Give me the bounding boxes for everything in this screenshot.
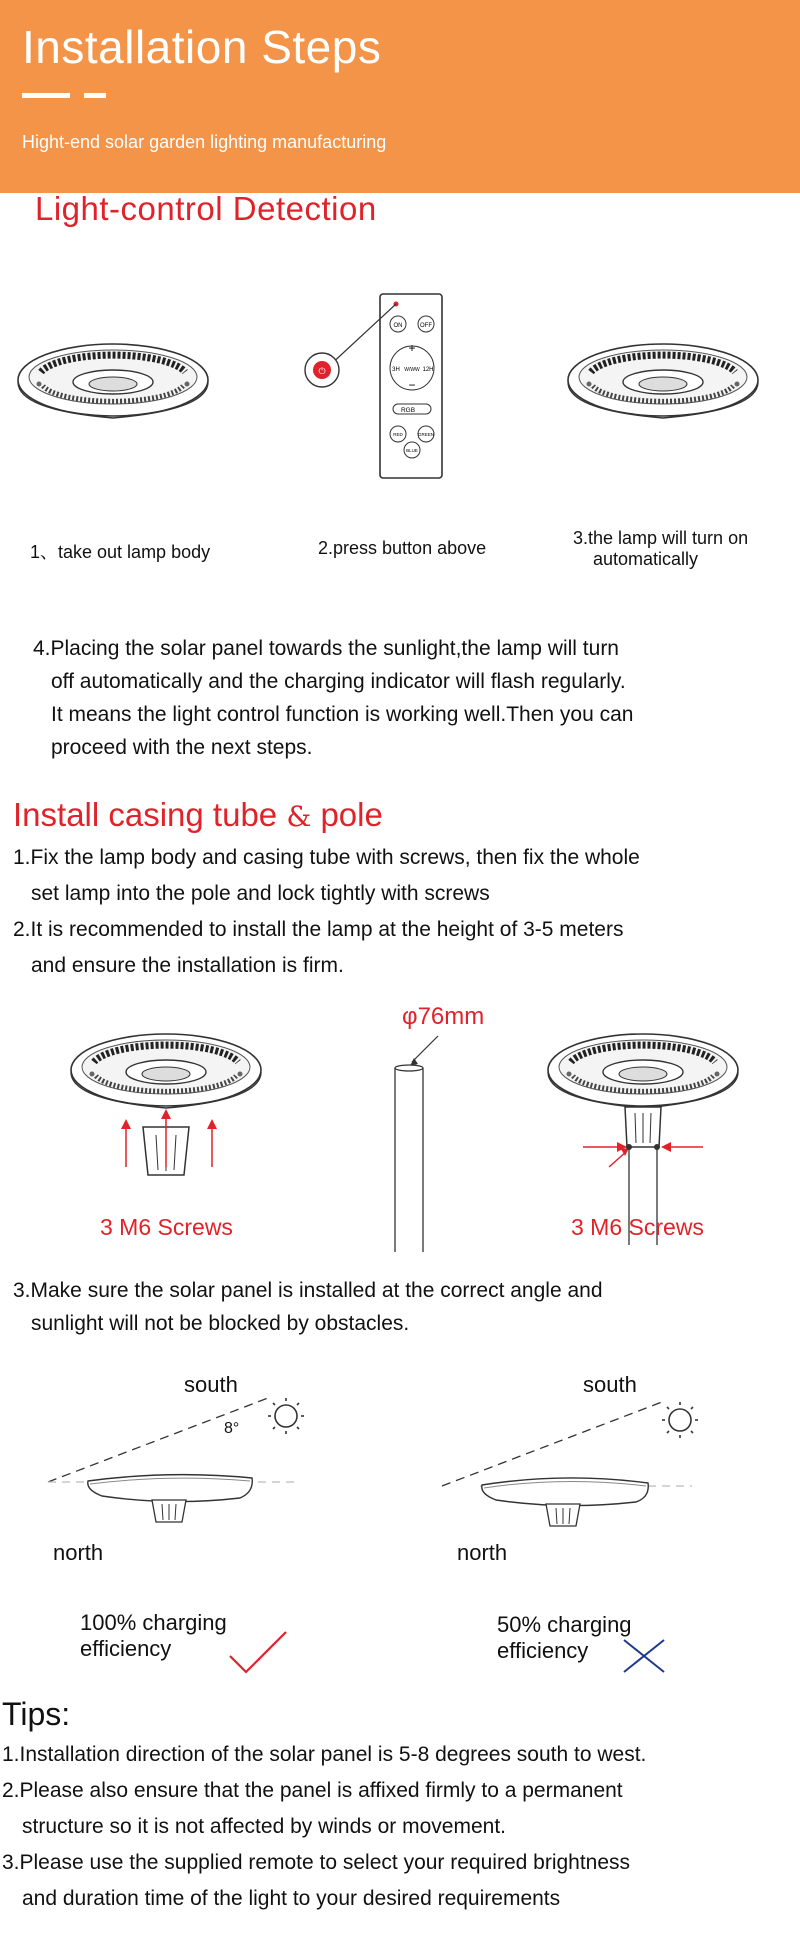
pole-diameter-label: φ76mm [402, 1003, 485, 1030]
page-title: Installation Steps [22, 21, 382, 73]
remote-3h-label: 3H [392, 367, 400, 373]
step-3-caption-cont: automatically [593, 549, 699, 569]
lamp-with-casing-illustration [48, 1015, 288, 1185]
tip-line-2: 2.Please also ensure that the panel is affixed firmly to a permanent [2, 1779, 623, 1802]
right-angle-diagram [440, 1380, 720, 1580]
tip-line-3: structure so it is not affected by winds or movement. [22, 1815, 506, 1838]
check-mark-icon [228, 1628, 288, 1676]
remote-control-illustration [300, 292, 450, 482]
svg-text:−: − [408, 378, 416, 392]
step-1-caption: 1、take out lamp body [30, 542, 211, 562]
install-line-3: 2.It is recommended to install the lamp at the height of 3-5 meters [13, 918, 624, 941]
install-title-part2: pole [320, 796, 383, 833]
light-control-title: Light-control Detection [35, 190, 377, 227]
step-3-caption: 3.the lamp will turn on [573, 528, 749, 548]
install-line-2: set lamp into the pole and lock tightly with screws [31, 882, 490, 905]
remote-rgb-label: RGB [400, 407, 416, 414]
header-accent-bar [22, 93, 70, 98]
header-subtitle: Hight-end solar garden lighting manufacturing [22, 132, 387, 152]
remote-12h-label: 12H [422, 367, 434, 373]
step-4-line-2: off automatically and the charging indicator will flash regularly. [51, 670, 626, 693]
right-south-label: south [583, 1372, 637, 1397]
tip-line-4: 3.Please use the supplied remote to select your required brightness [2, 1851, 631, 1874]
screws-right-label: 3 M6 Screws [571, 1214, 704, 1240]
install-title-amp: & [286, 800, 312, 833]
pole-illustration [390, 1032, 440, 1257]
left-north-label: north [53, 1540, 104, 1565]
svg-text:+: + [408, 341, 416, 355]
right-efficiency-line-1: 50% charging [497, 1612, 632, 1637]
remote-off-label: OFF [420, 323, 432, 329]
right-north-label: north [457, 1540, 508, 1565]
install-line-1: 1.Fix the lamp body and casing tube with screws, then fix the whole [13, 846, 640, 869]
lamp-body-illustration [18, 340, 208, 430]
tips-title: Tips: [2, 1696, 71, 1732]
cross-mark-icon [622, 1638, 666, 1674]
install-line-4: and ensure the installation is firm. [31, 954, 344, 977]
remote-green-label: GREEN [417, 432, 435, 437]
remote-on-label: ON [393, 323, 403, 329]
step-2-caption: 2.press button above [318, 538, 487, 558]
install-title [13, 796, 383, 834]
left-angle-diagram [40, 1380, 320, 1580]
header-accent-bar-short [84, 93, 106, 98]
install-step-3-line-2: sunlight will not be blocked by obstacles. [31, 1312, 410, 1335]
remote-blue-label: BLUE [406, 448, 418, 453]
left-efficiency-line-2: efficiency [80, 1636, 172, 1661]
right-efficiency-line-2: efficiency [497, 1638, 589, 1663]
step-4-line-4: proceed with the next steps. [51, 736, 313, 759]
step-4-line-1: 4.Placing the solar panel towards the sunlight,the lamp will turn [33, 637, 619, 660]
lamp-on-illustration [568, 340, 758, 430]
left-efficiency-line-1: 100% charging [80, 1610, 227, 1635]
remote-red-label: RED [393, 432, 403, 437]
svg-text:⏻: ⏻ [318, 366, 326, 376]
tip-line-1: 1.Installation direction of the solar panel is 5-8 degrees south to west. [2, 1743, 647, 1766]
screws-left-label: 3 M6 Screws [100, 1214, 233, 1240]
step-4-line-3: It means the light control function is working well.Then you can [51, 703, 634, 726]
install-step-3-line-1: 3.Make sure the solar panel is installed at the correct angle and [13, 1279, 603, 1302]
install-title-part1: Install casing tube [13, 796, 278, 833]
remote-www-label: W/WW [404, 367, 420, 373]
tip-line-5: and duration time of the light to your desired requirements [22, 1887, 561, 1910]
left-south-label: south [184, 1372, 238, 1397]
angle-label: 8° [224, 1420, 240, 1437]
